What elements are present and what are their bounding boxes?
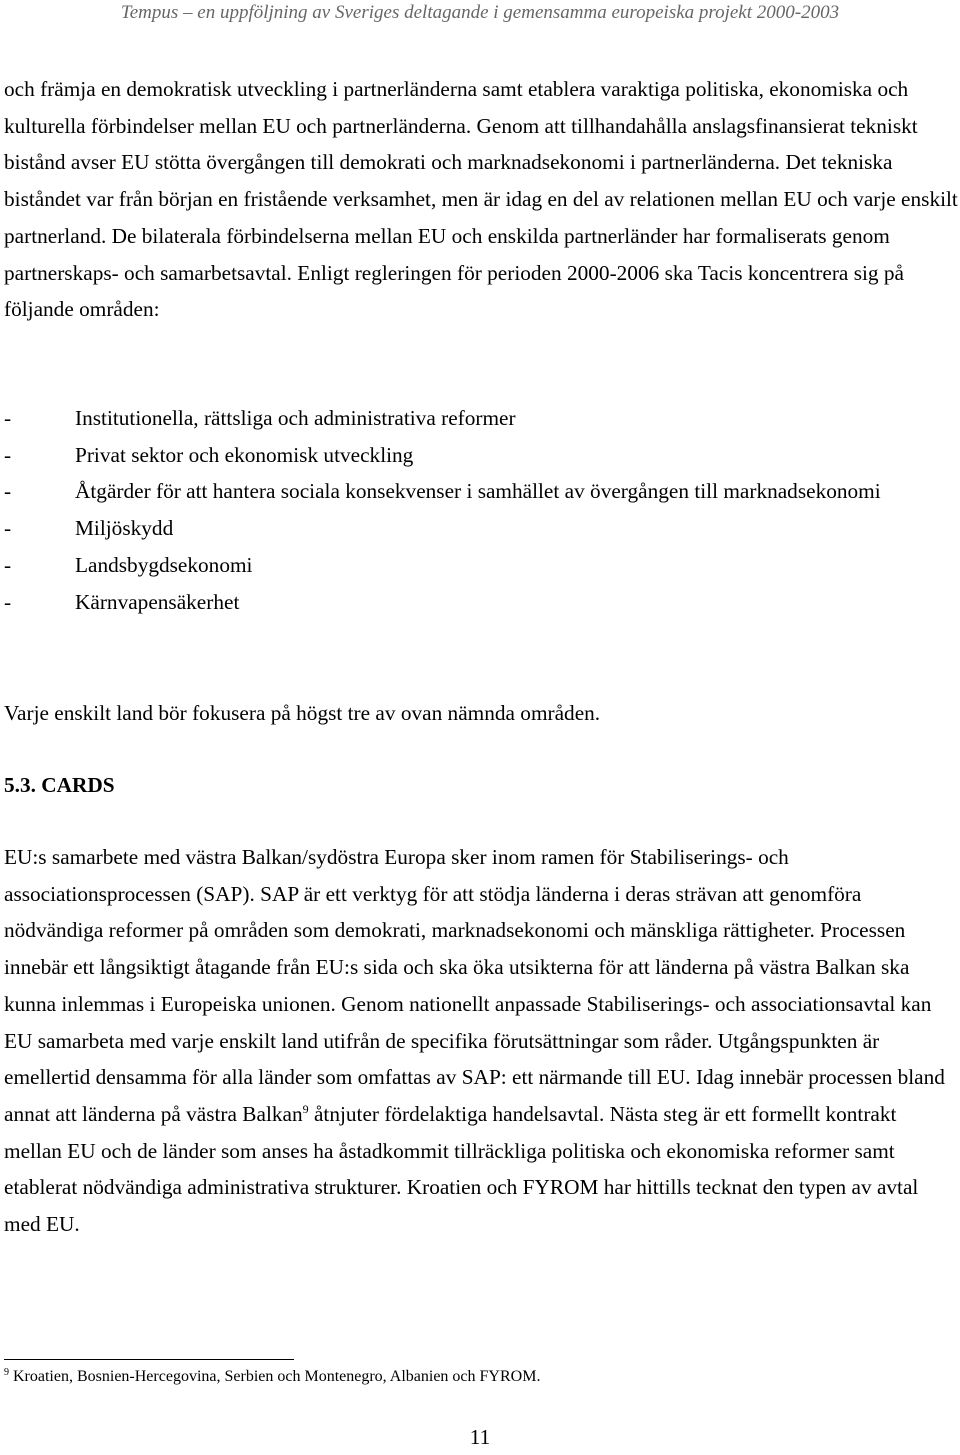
list-item [4, 584, 954, 621]
list-dash: - [4, 552, 12, 577]
focus-areas-list [4, 400, 954, 620]
list-item-text: Privat sektor och ekonomisk utveckling [75, 442, 414, 467]
cards-paragraph-part2: åtnjuter fördelaktiga handelsavtal. Nästa steg är ett formellt kontrakt mellan EU och de länder som anses ha åstadkommit tillräckliga politiska och ekonomiska reformer samt etablerat nödvändiga administrativa strukturer. Kroatien och FYROM har hittills tecknat den typen av avtal med EU. [4, 1101, 919, 1237]
footnote-reference[interactable]: 9 [302, 1101, 309, 1116]
list-item [4, 473, 954, 510]
footnote-text: Kroatien, Bosnien-Hercegovina, Serbien och Montenegro, Albanien och FYROM. [13, 1368, 541, 1385]
list-item [4, 437, 954, 474]
list-item-text: Åtgärder för att hantera sociala konsekvenser i samhället av övergången till marknadsekonomi [75, 479, 881, 504]
list-item-text: Landsbygdsekonomi [75, 552, 253, 577]
list-item-text: Institutionella, rättsliga och administrativa reformer [75, 406, 516, 430]
footnote-number: 9 [4, 1367, 9, 1378]
list-dash: - [4, 589, 12, 614]
footnote-divider [4, 1359, 294, 1360]
intro-paragraph: och främja en demokratisk utveckling i partnerländerna samt etablera varaktiga politiska, ekonomiska och kulturella förbindelser mellan EU och partnerländerna. Genom att tillhandahålla anslagsfinansierat tekniskt bistånd avser EU stötta övergången till demokrati och marknadsekonomi i partnerländerna. Det tekniska biståndet var från början en fristående verksamhet, men är idag en del av relationen mellan EU och varje enskilt partnerland. De bilaterala förbindelserna mellan EU och enskilda partnerländer har formaliserats genom partnerskaps- och samarbetsavtal. Enligt regleringen för perioden 2000-2006 ska Tacis koncentrera sig på följande områden: [4, 77, 958, 322]
cards-paragraph-part1: EU:s samarbete med västra Balkan/sydöstra Europa sker inom ramen för Stabiliserings- och associationsprocessen (SAP). SAP är ett verktyg för att stödja länderna i deras strävan att genomföra nödvändiga reformer på områden som demokrati, marknadsekonomi och mänskliga rättigheter. Processen innebär ett långsiktigt åtagande från EU:s sida och ska öka utsikterna för att länderna på västra Balkan ska kunna inlemmas i Europeiska unionen. Genom nationellt anpassade Stabiliserings- och associationsavtal kan EU samarbeta med varje enskilt land utifrån de specifika förutsättningar som råder. Utgångspunkten är emellertid densamma för alla länder som omfattas av SAP: ett närmande till EU. Idag innebär processen bland annat att länderna på västra Balkan [4, 845, 945, 1126]
list-dash: - [4, 442, 12, 467]
list-item-text: Miljöskydd [75, 516, 174, 541]
list-item [4, 547, 954, 584]
list-dash: - [4, 516, 12, 541]
list-dash: - [4, 406, 12, 430]
section-heading: 5.3. CARDS [4, 773, 115, 797]
footnote [4, 1366, 954, 1388]
focus-sentence: Varje enskilt land bör fokusera på högst tre av ovan nämnda områden. [4, 701, 601, 725]
list-item [4, 510, 954, 547]
running-header: Tempus – en uppföljning av Sveriges deltagande i gemensamma europeiska projekt 2000-2003 [120, 2, 840, 23]
list-item-text: Kärnvapensäkerhet [75, 589, 240, 614]
page-number: 11 [469, 1425, 491, 1449]
list-item [4, 400, 954, 437]
cards-paragraph [4, 839, 958, 1243]
list-dash: - [4, 479, 12, 504]
